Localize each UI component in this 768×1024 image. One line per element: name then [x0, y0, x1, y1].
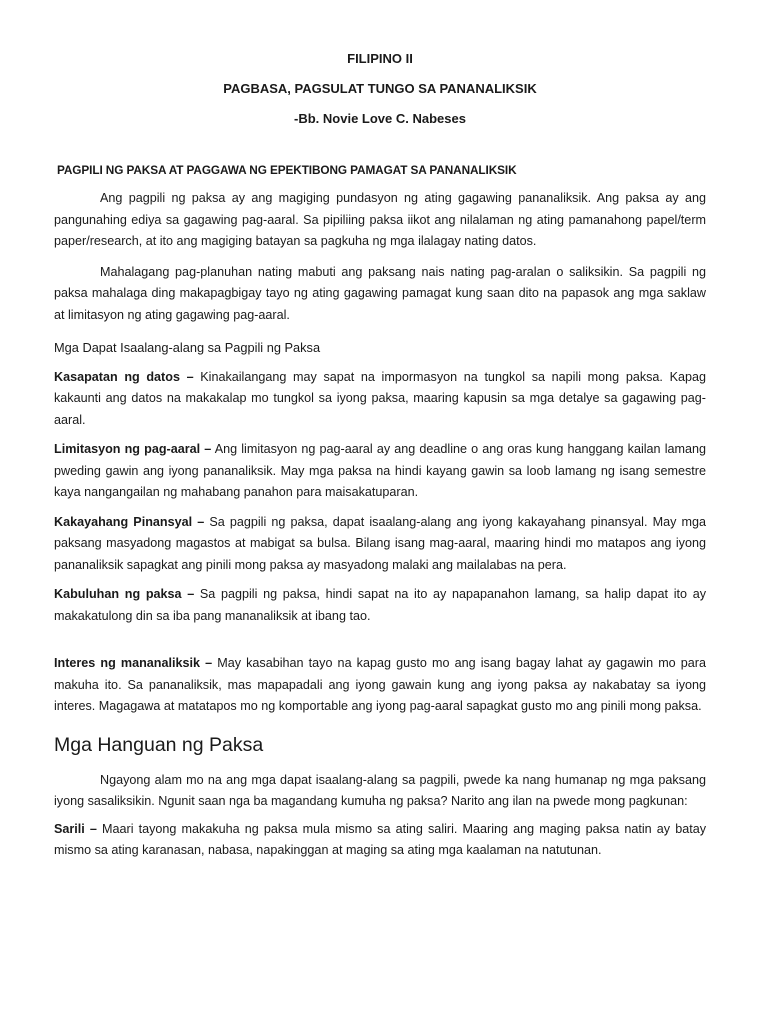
- source-term: Sarili –: [54, 821, 97, 836]
- consideration-item: [54, 439, 706, 504]
- considerations-heading: Mga Dapat Isaalang-alang sa Pagpili ng Paksa: [54, 340, 321, 355]
- source-text: Maari tayong makakuha ng paksa mula mismo sa ating saliri. Maaring ang maging paksa natin ay batay mismo sa ating karanasan, nabasa, napakinggan at maging sa ating mga kaalaman na natutunan.: [54, 821, 706, 857]
- consideration-text: Ang limitasyon ng pag-aaral ay ang deadline o ang oras kung hanggang kailan lamang pweding gawin ang iyong pananaliksik. May mga paksa na hindi kayang gawin sa loob lamang ng isang semestre kaya nangangailan ng mahabang panahon para maisakatuparan.: [54, 442, 706, 499]
- subject-title: PAGBASA, PAGSULAT TUNGO SA PANANALIKSIK: [223, 81, 537, 96]
- consideration-item: [54, 653, 706, 718]
- consideration-item: [54, 584, 706, 627]
- consideration-item: [54, 512, 706, 577]
- consideration-text: May kasabihan tayo na kapag gusto mo ang isang bagay lahat ay gagawin mo para makuha ito. Sa pananaliksik, mas mapapadali ang iyong gawain kung ang iyong paksa ay nakabatay sa iyong interes. Magagawa at matatapos mo ng komportable ang iyong pag-aaral sapagkat gusto mo ang pinili mong paksa.: [54, 656, 707, 713]
- source-item: [54, 819, 706, 862]
- intro-paragraph-1: Ang pagpili ng paksa ay ang magiging pundasyon ng ating gagawing pananaliksik. Ang paksa ay ang pangunahing ediya sa gagawing pag-aaral. Sa pipiliing paksa iikot ang nilalaman ng ating pamanahong papel/term paper/research, at ito ang magiging batayan sa pagkuha ng mga ilalagay nating datos.: [54, 191, 706, 248]
- consideration-term: Limitasyon ng pag-aaral –: [54, 442, 212, 456]
- consideration-text: Kinakailangang may sapat na impormasyon na tungkol sa napili mong paksa. Kapag kakaunti ang datos na makakalap mo tungkol sa iyong paksa, maaring kapusin sa mga detalye sa gagawing pag-aaral.: [54, 369, 706, 427]
- consideration-text: Sa pagpili ng paksa, dapat isaalang-alang ang iyong kakayahang pinansyal. May mga paksang masyadong magastos at mabigat sa bulsa. Bilang isang mag-aaral, maaring hindi mo matapos ang iyong pananaliksik sapagkat ang pinili mong paksa ay masyadong malaki ang mailalabas na pera.: [54, 514, 707, 572]
- intro-paragraph-2: Mahalagang pag-planuhan nating mabuti ang paksang nais nating pag-aralan o saliksikin. Sa pagpili ng paksa mahalaga ding makapagbigay tayo ng ating gagawing pamagat kung saan dito na papasok ang mga saklaw at limitasyon ng ating gagawing pag-aaral.: [54, 264, 706, 322]
- consideration-term: Kakayahang Pinansyal –: [54, 514, 205, 529]
- consideration-text: Sa pagpili ng paksa, hindi sapat na ito ay napapanahon lamang, sa halip dapat ito ay makakatulong din sa iba pang mananaliksik at ibang tao.: [54, 587, 706, 623]
- consideration-item: [54, 367, 706, 432]
- sources-heading: Mga Hanguan ng Paksa: [54, 733, 264, 756]
- consideration-term: Kasapatan ng datos –: [54, 369, 194, 384]
- consideration-term: Interes ng mananaliksik –: [54, 656, 213, 670]
- document-header: [54, 52, 706, 125]
- consideration-term: Kabuluhan ng paksa –: [54, 587, 195, 601]
- section-title: PAGPILI NG PAKSA AT PAGGAWA NG EPEKTIBONG PAMAGAT SA PANANALIKSIK: [57, 163, 517, 177]
- author-name: -Bb. Novie Love C. Nabeses: [294, 111, 466, 126]
- course-title: FILIPINO II: [347, 51, 413, 66]
- sources-intro-paragraph: Ngayong alam mo na ang mga dapat isaalang-alang sa pagpili, pwede ka nang humanap ng mga paksang iyong sasaliksikin. Ngunit saan nga ba magandang kumuha ng paksa? Narito ang ilan na pwede mong pagkunan:: [54, 772, 706, 808]
